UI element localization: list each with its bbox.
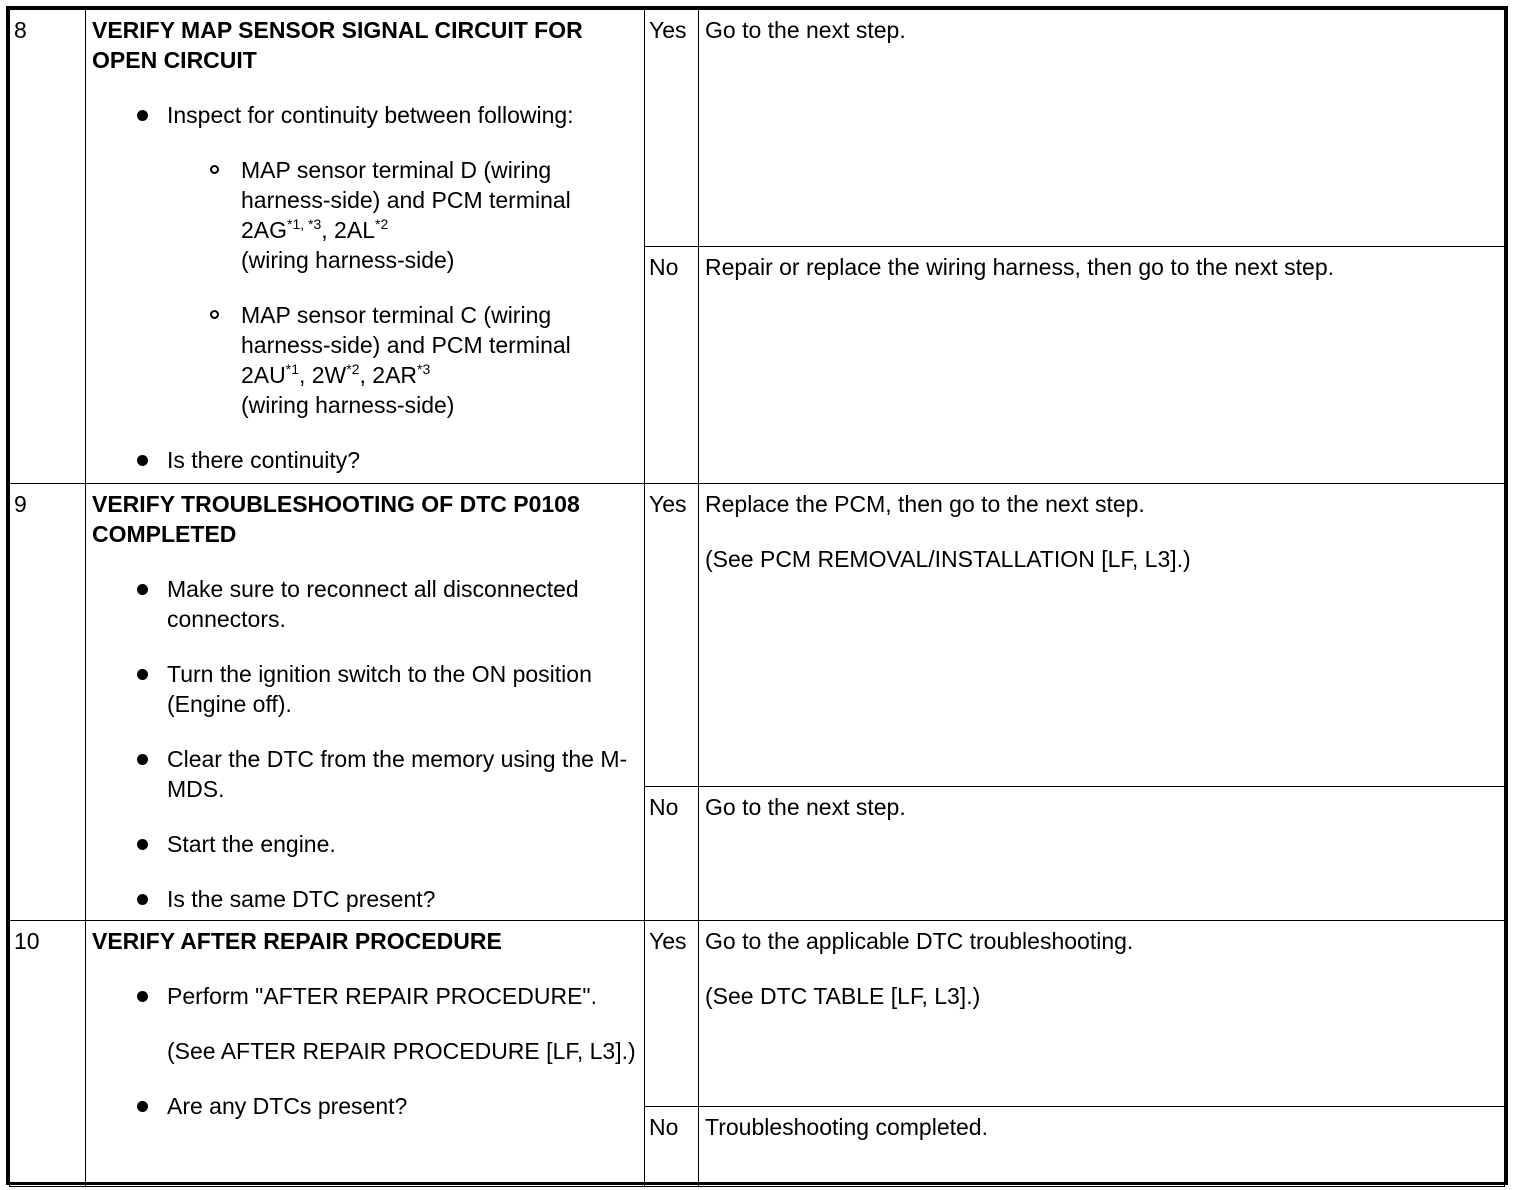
bullet-item: Make sure to reconnect all disconnected connectors. [167,574,636,634]
step-number: 10 [10,921,86,1187]
footnote-ref: *3 [417,361,431,377]
result-text: Repair or replace the wiring harness, then go to the next step. [705,254,1335,280]
result-reference: (See DTC TABLE [LF, L3].) [705,983,981,1009]
bullet-item: Start the engine. [167,829,636,859]
step-10-action [86,921,645,1187]
step-9-action [86,484,645,921]
no-label: No [645,787,699,921]
no-label: No [645,247,699,484]
step-title: VERIFY TROUBLESHOOTING OF DTC P0108 COMPLETED [92,491,580,547]
yes-label: Yes [645,10,699,247]
step-number: 9 [10,484,86,921]
yes-result [699,10,1505,247]
bullet-item: Clear the DTC from the memory using the M-MDS. [167,744,636,804]
result-reference: (See PCM REMOVAL/INSTALLATION [LF, L3].) [705,546,1191,572]
step-title: VERIFY MAP SENSOR SIGNAL CIRCUIT FOR OPEN CIRCUIT [92,17,583,73]
bullet-text: Perform "AFTER REPAIR PROCEDURE". [167,983,597,1009]
yes-label: Yes [645,921,699,1107]
footnote-ref: *1 [285,361,299,377]
result-text: Replace the PCM, then go to the next step. [705,491,1145,517]
no-result [699,787,1505,921]
troubleshooting-table-frame [6,6,1508,1185]
no-label: No [645,1107,699,1187]
result-text: Go to the next step. [705,794,906,820]
result-text: Go to the applicable DTC troubleshooting. [705,928,1134,954]
footnote-ref: *2 [346,361,360,377]
bullet-item: Is the same DTC present? [167,884,636,914]
yes-result [699,484,1505,787]
no-result [699,247,1505,484]
sub-bullet-item [241,155,636,275]
step-10-yes-row [10,921,1505,1107]
bullet-item: Are any DTCs present? [167,1091,636,1121]
step-9-yes-row [10,484,1505,787]
step-number: 8 [10,10,86,484]
bullet-item [167,981,636,1066]
bullet-item: Turn the ignition switch to the ON position (Engine off). [167,659,636,719]
sub-bullet-text: , 2AL [321,217,375,243]
sub-bullet-text: (wiring harness-side) [241,392,455,418]
sub-bullet-item [241,300,636,420]
sub-bullet-text: MAP sensor terminal C (wiring harness-side) and PCM terminal 2AU [241,302,571,388]
footnote-ref: *2 [375,216,389,232]
sub-bullet-text: , 2AR [359,362,418,388]
step-8-yes-row [10,10,1505,247]
result-text: Troubleshooting completed. [705,1114,988,1140]
sub-bullet-text: (wiring harness-side) [241,247,455,273]
bullet-item: Is there continuity? [167,445,636,475]
bullet-item [167,100,636,420]
step-title: VERIFY AFTER REPAIR PROCEDURE [92,928,502,954]
result-text: Go to the next step. [705,17,906,43]
troubleshooting-table [9,9,1505,1187]
sub-bullet-text: MAP sensor terminal D (wiring harness-side) and PCM terminal 2AG [241,157,571,243]
sub-bullet-text: , 2W [298,362,347,388]
yes-result [699,921,1505,1107]
no-result [699,1107,1505,1187]
yes-label: Yes [645,484,699,787]
bullet-text: Inspect for continuity between following: [167,102,574,128]
step-8-action [86,10,645,484]
footnote-ref: *1, *3 [287,216,322,232]
reference-note: (See AFTER REPAIR PROCEDURE [LF, L3].) [167,1038,636,1064]
